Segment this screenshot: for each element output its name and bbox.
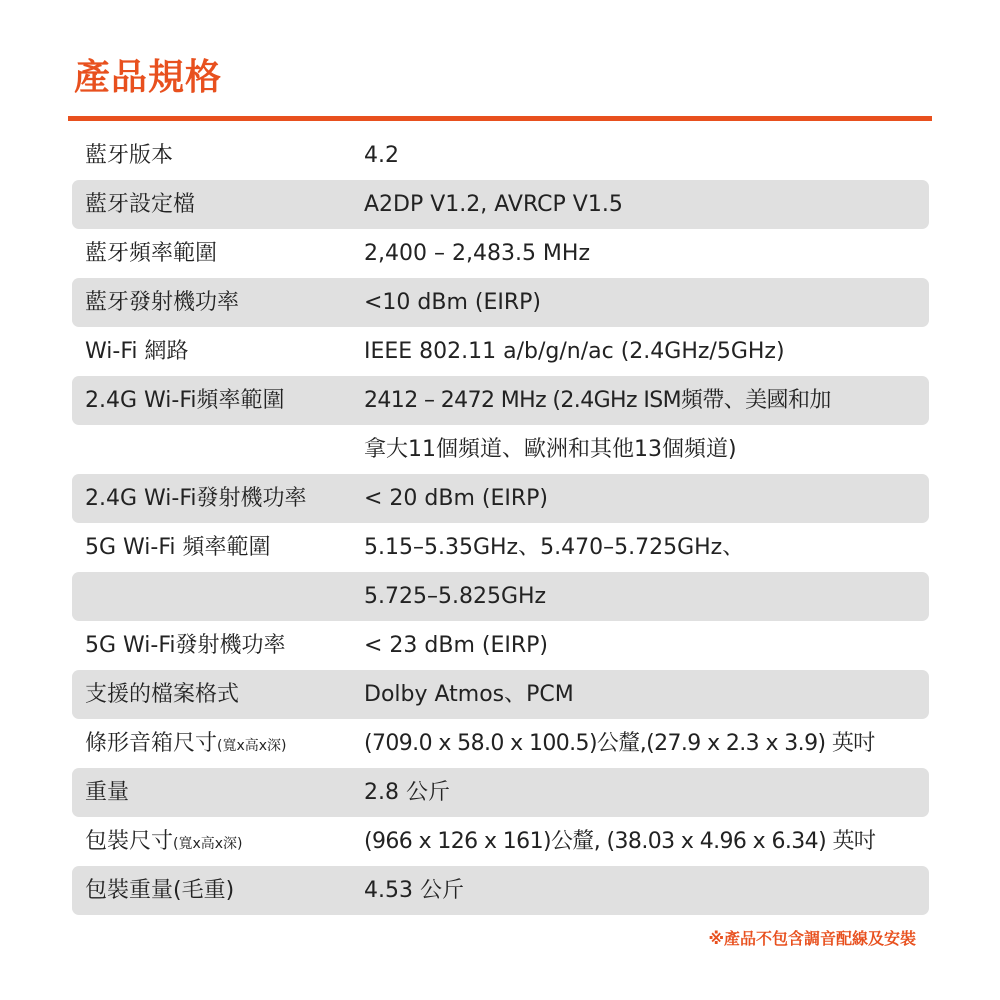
spec-value: 2412 – 2472 MHz (2.4GHz ISM頻帶、美國和加 <box>364 388 831 413</box>
spec-label: 藍牙版本 <box>85 143 174 168</box>
spec-value: 拿大11個頻道、歐洲和其他13個頻道) <box>364 437 737 462</box>
spec-label: 包裝重量(毛重) <box>85 878 235 903</box>
spec-label: 2.4G Wi-Fi發射機功率 <box>85 486 307 511</box>
spec-row <box>72 474 929 523</box>
spec-label-note: (寬x高x深) <box>173 836 243 852</box>
footnote: ※產品不包含調音配線及安裝 <box>708 929 916 948</box>
spec-value: Dolby Atmos、PCM <box>364 682 574 707</box>
title-divider <box>68 116 932 121</box>
spec-row <box>72 817 929 866</box>
spec-value: < 23 dBm (EIRP) <box>364 633 549 658</box>
spec-row <box>72 180 929 229</box>
spec-row <box>72 278 929 327</box>
spec-row-continuation <box>72 425 929 474</box>
spec-value: (709.0 x 58.0 x 100.5)公釐,(27.9 x 2.3 x 3.9) 英吋 <box>364 731 875 756</box>
spec-label: 藍牙頻率範圍 <box>85 241 218 266</box>
spec-value: 2.8 公斤 <box>364 780 450 805</box>
spec-value: 5.725–5.825GHz <box>364 584 547 609</box>
spec-label: 支援的檔案格式 <box>85 682 240 707</box>
spec-label: Wi-Fi 網路 <box>85 339 189 364</box>
spec-row-continuation <box>72 572 929 621</box>
spec-row <box>72 670 929 719</box>
spec-row <box>72 719 929 768</box>
spec-label: 藍牙發射機功率 <box>85 290 240 315</box>
spec-row <box>72 131 929 180</box>
spec-value: 4.2 <box>364 143 399 168</box>
spec-row <box>72 768 929 817</box>
page-title: 產品規格 <box>74 57 223 98</box>
spec-row <box>72 621 929 670</box>
spec-value: < 20 dBm (EIRP) <box>364 486 549 511</box>
spec-value: A2DP V1.2, AVRCP V1.5 <box>364 192 623 217</box>
spec-label <box>85 817 243 869</box>
spec-label <box>85 719 287 771</box>
spec-row <box>72 376 929 425</box>
spec-label: 重量 <box>85 780 130 805</box>
spec-label: 藍牙設定檔 <box>85 192 196 217</box>
spec-row <box>72 523 929 572</box>
spec-row <box>72 866 929 915</box>
spec-value: <10 dBm (EIRP) <box>364 290 542 315</box>
spec-label: 5G Wi-Fi發射機功率 <box>85 633 286 658</box>
spec-value: (966 x 126 x 161)公釐, (38.03 x 4.96 x 6.34) 英吋 <box>364 829 876 854</box>
spec-value: 5.15–5.35GHz、5.470–5.725GHz、 <box>364 535 745 560</box>
spec-label-text: 包裝尺寸 <box>85 829 174 854</box>
spec-row <box>72 327 929 376</box>
spec-row <box>72 229 929 278</box>
spec-label: 2.4G Wi-Fi頻率範圍 <box>85 388 285 413</box>
spec-value: 2,400 – 2,483.5 MHz <box>364 241 591 266</box>
spec-label-note: (寬x高x深) <box>217 738 287 754</box>
spec-value: 4.53 公斤 <box>364 878 464 903</box>
spec-label: 5G Wi-Fi 頻率範圍 <box>85 535 271 560</box>
spec-value: IEEE 802.11 a/b/g/n/ac (2.4GHz/5GHz) <box>364 339 785 364</box>
spec-label-text: 條形音箱尺寸 <box>85 731 218 756</box>
spec-table <box>72 131 929 915</box>
